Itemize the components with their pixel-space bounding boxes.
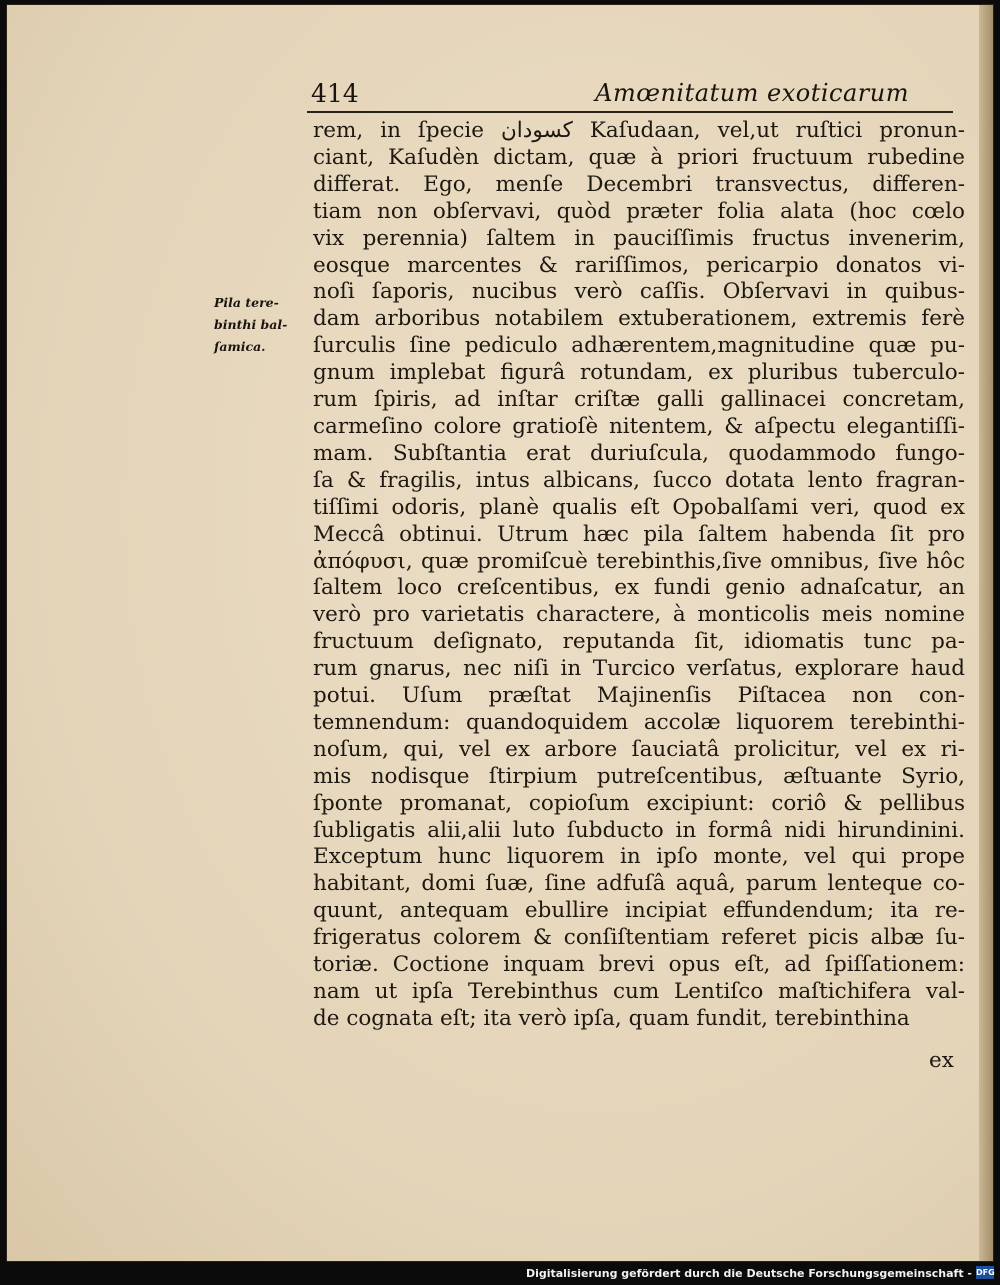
catchword: ex <box>929 1048 954 1073</box>
text-line: ſaltem loco creſcentibus, ex fundi genio adnaſcatur, an <box>313 575 965 601</box>
text-line: noſi ſaporis, nucibus verò caſſis. Obſervavi in quibus- <box>313 279 965 305</box>
text-line: ſubligatis alii,alii luto ſubducto in formâ nidi hirundinini. <box>313 817 965 843</box>
text-line: verò pro varietatis charactere, à monticolis meis nomine <box>313 602 965 628</box>
margin-note <box>214 292 296 358</box>
text-line: rum ſpiris, ad inſtar criſtæ galli gallinacei concretam, <box>313 387 965 413</box>
text-line: gnum implebat figurâ rotundam, ex pluribus tuberculo- <box>313 360 965 386</box>
text-line: frigeratus colorem & conſiſtentiam referet picis albæ ſu- <box>313 925 965 951</box>
text-line: tiſſimi odoris, planè qualis eſt Opobalſami veri, quod ex <box>313 494 965 520</box>
text-line: noſum, qui, vel ex arbore ſauciatâ prolicitur, vel ex ri- <box>313 736 965 762</box>
text-line: differat. Ego, menſe Decembri transvectus, differen- <box>313 171 965 197</box>
header-rule <box>307 111 953 113</box>
page-edge-shadow <box>979 5 993 1261</box>
text-line: habitant, domi ſuæ, ſine adfuſâ aquâ, parum lenteque co- <box>313 871 965 897</box>
text-line: ἀπόφυσι, quæ promiſcuè terebinthis,ſive omnibus, ſive hôc <box>313 548 965 574</box>
text-line: tiam non obſervavi, quòd præter folia alata (hoc cœlo <box>313 198 965 224</box>
body-text <box>313 118 965 1033</box>
text-line: potui. Uſum præſtat Majinenſis Piſtacea non con- <box>313 683 965 709</box>
text-line: Exceptum hunc liquorem in ipſo monte, vel qui prope <box>313 844 965 870</box>
dfg-logo: DFG <box>976 1268 995 1277</box>
text-line: ſurculis ſine pediculo adhærentem,magnitudine quæ pu- <box>313 333 965 359</box>
text-line: rum gnarus, nec niſi in Turcico verſatus, explorare haud <box>313 656 965 682</box>
text-line: ciant, Kaſudèn dictam, quæ à priori fructuum rubedine <box>313 144 965 170</box>
text-line: fructuum deſignato, reputanda ſit, idiomatis tunc pa- <box>313 629 965 655</box>
margin-note-line: ſamica. <box>214 339 266 354</box>
digitization-credit: Digitalisierung gefördert durch die Deutsche Forschungsgemeinschaft - <box>525 1267 972 1280</box>
text-line: carmeſino colore gratioſè nitentem, & aſpectu elegantiſſi- <box>313 413 965 439</box>
text-line: temnendum: quandoquidem accolæ liquorem terebinthi- <box>313 709 965 735</box>
running-head: Amœnitatum exoticarum <box>595 79 909 107</box>
text-line: ſponte promanat, copioſum excipiunt: coriô & pellibus <box>313 790 965 816</box>
text-line: vix perennia) ſaltem in pauciſſimis fructus invenerim, <box>313 225 965 251</box>
text-line: mis nodisque ſtirpium putreſcentibus, æſtuante Syrio, <box>313 763 965 789</box>
text-line: dam arboribus notabilem extuberationem, extremis ferè <box>313 306 965 332</box>
text-line: ſa & fragilis, intus albicans, ſucco dotata lento fragran- <box>313 467 965 493</box>
margin-note-line: binthi bal- <box>214 317 288 332</box>
text-line: quunt, antequam ebullire incipiat effundendum; ita re- <box>313 898 965 924</box>
margin-note-line: Pila tere- <box>214 295 279 310</box>
text-line: eosque marcentes & rariſſimos, pericarpio donatos vi- <box>313 252 965 278</box>
text-line: rem, in ſpecie كسودان Kaſudaan, vel,ut ruſtici pronun- <box>313 118 965 143</box>
text-line: toriæ. Coctione inquam brevi opus eſt, ad ſpiſſationem: <box>313 952 965 978</box>
text-line: nam ut ipſa Terebinthus cum Lentiſco maſtichifera val- <box>313 979 965 1004</box>
page-number: 414 <box>311 79 359 108</box>
book-page <box>6 4 994 1262</box>
text-line: Meccâ obtinui. Utrum hæc pila ſaltem habenda ſit pro <box>313 521 965 547</box>
page-header <box>307 77 953 113</box>
text-line: mam. Subſtantia erat duriuſcula, quodammodo fungo- <box>313 440 965 466</box>
text-line: de cognata eſt; ita verò ipſa, quam fundit, terebinthina <box>313 1005 910 1031</box>
